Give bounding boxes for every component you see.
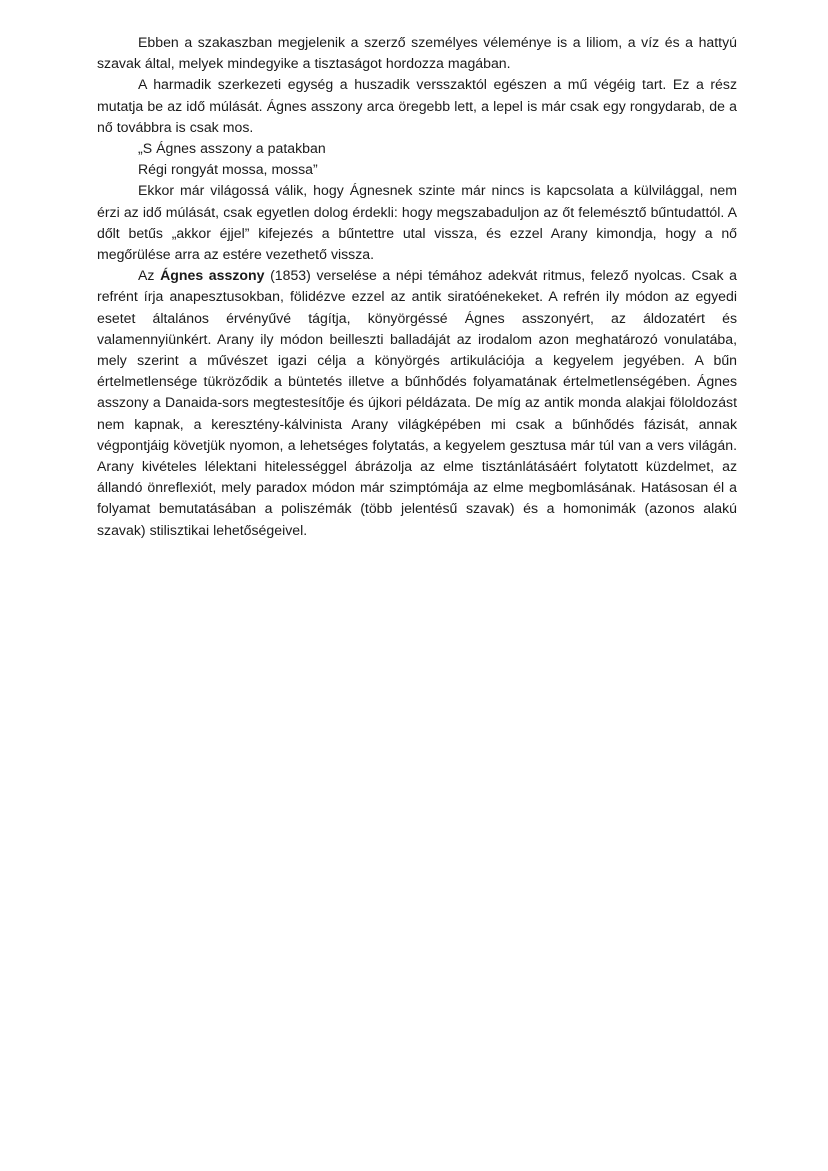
verse-line-2: Régi rongyát mossa, mossa” <box>138 161 318 178</box>
verse-line-1: „S Ágnes asszony a patakban <box>138 140 326 157</box>
paragraph-1: Ebben a szakaszban megjelenik a szerző személyes véleménye is a liliom, a víz és a hattyú szavak által, melyek mindegyike a tisztaságot hordozza magában. <box>97 34 737 72</box>
text-run-2: (1853) verselése a népi témához adekvát ritmus, felező nyolcas. Csak a refrént írja anapesztusokban, fölidézve ezzel az antik siratóénekeket. A refrén ily módon az egyedi esetet általános érvényűvé tágítja, könyörgéssé Ágnes asszonyért, az áldozatért és valamennyiünkért. Arany ily módon beilleszti balladáját az irodalom azon meghatározó vonulatába, mely szerint a művészet igazi célja a könyörgés artikulációja a kegyelem jegyében. A bűn értelmetlensége tükröződik a büntetés illetve a bűnhődés folyamatának értelmetlenségében. Ágnes asszony a Danaida-sors megtestesítője és újkori példázata. De míg az antik monda alakjai föloldozást nem kapnak, a keresztény-kálvinista Arany világképében mi csak a bűnhődés fázisát, annak végpontjáig követjük nyomon, a lehetséges folytatás, a kegyelem gesztusa már túl van a vers világán. Arany kivételes lélektani hitelességgel ábrázolja az elme tisztánlátásáért folytatott küzdelmet, az állandó önreflexiót, mely paradox módon már szimptómája az elme megbomlásának. Hatásosan él a folyamat bemutatásában a poliszémák (több jelentésű szavak) és a homonimák (azonos alakú szavak) stilisztikai lehetőségeivel. <box>97 267 737 538</box>
paragraph-3: Ekkor már világossá válik, hogy Ágnesnek szinte már nincs is kapcsolata a külvilággal, nem érzi az idő múlását, csak egyetlen dolog érdekli: hogy megszabaduljon az őt felemésztő bűntudattól. A dőlt betűs „akkor éjjel” kifejezés a bűntettre utal vissza, és ezzel Arany kimondja, hogy a nő megőrülése arra az estére vezethető vissza. <box>97 182 737 263</box>
text-column <box>97 32 737 541</box>
work-title: Ágnes asszony <box>160 267 265 284</box>
text-run-0: Az <box>138 267 161 284</box>
paragraph-4 <box>97 265 737 541</box>
paragraph-2: A harmadik szerkezeti egység a huszadik versszaktól egészen a mű végéig tart. Ez a rész mutatja be az idő múlását. Ágnes asszony arca öregebb lett, a lepel is már csak egy rongydarab, de a nő továbbra is csak mos. <box>97 76 737 135</box>
